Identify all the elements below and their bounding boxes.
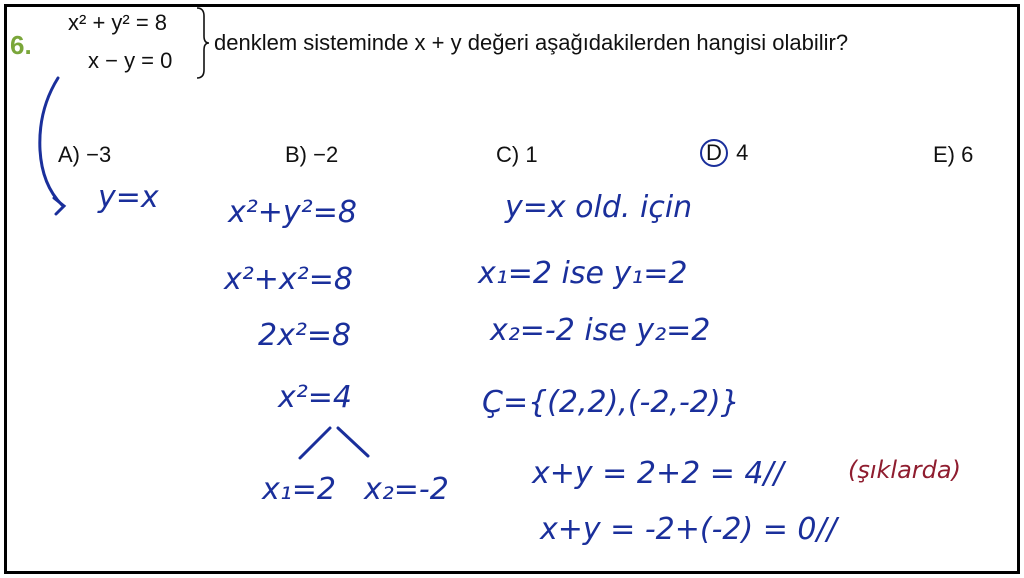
option-letter: E) [933,142,955,167]
note-y-equals-x: y=x [98,180,159,215]
sum-line-1: x+y = 2+2 = 4// [532,456,784,491]
option-letter: A) [58,142,80,167]
option-letter: B) [285,142,307,167]
work-line: x²+y²=8 [228,195,357,230]
work-line: x₁=2 ise y₁=2 [478,256,688,291]
option-value: 4 [736,140,749,165]
option-value: −3 [86,142,112,167]
sum-line-2: x+y = -2+(-2) = 0// [540,512,837,547]
work-line: 2x²=8 [258,318,352,353]
system-equation-1: x² + y² = 8 [68,10,168,35]
question-text: denklem sisteminde x + y değeri aşağıdakilerden hangisi olabilir? [214,30,849,55]
solution-set: Ç={(2,2),(-2,-2)} [482,385,740,420]
option-letter: C) [496,142,520,167]
work-line: y=x old. için [505,190,693,225]
system-equation-2: x − y = 0 [88,48,173,73]
question-number: 6. [10,30,32,60]
root-x2: x₂=-2 [364,472,449,507]
option-value: −2 [313,142,339,167]
work-line: x²+x²=8 [224,262,353,297]
option-value: 6 [961,142,974,167]
root-x1: x₁=2 [262,472,337,507]
option-letter-circled: D [700,139,728,167]
work-line: x²=4 [278,380,353,415]
work-line: x₂=-2 ise y₂=2 [490,313,711,348]
red-note: (şıklarda) [848,456,961,484]
option-value: 1 [525,142,538,167]
